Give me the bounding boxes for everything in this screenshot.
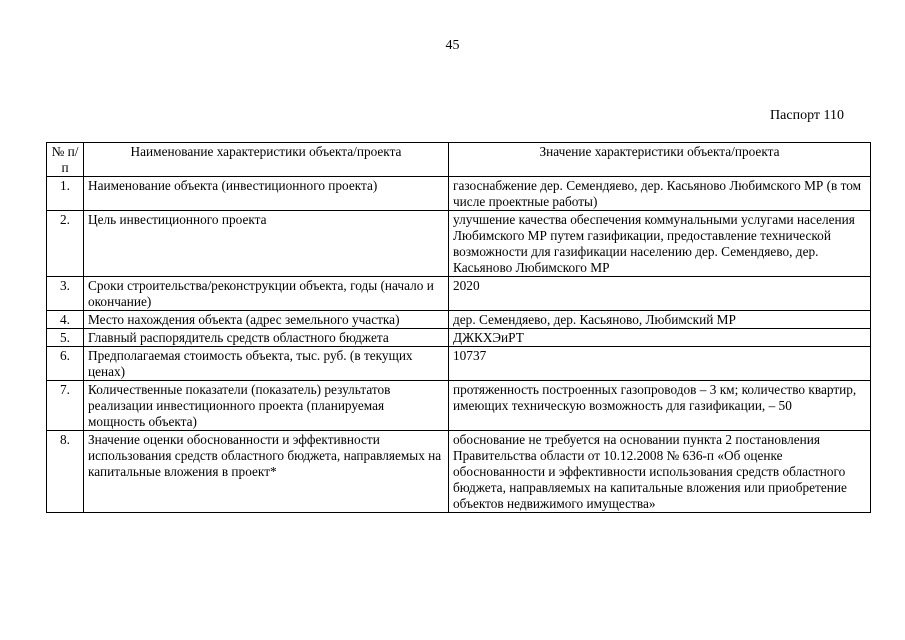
row-value: ДЖКХЭиРТ xyxy=(449,329,871,347)
row-value: газоснабжение дер. Семендяево, дер. Касьяново Любимского МР (в том числе проектные работы) xyxy=(449,177,871,211)
passport-table xyxy=(46,142,871,513)
table-row xyxy=(47,277,871,311)
row-num: 3. xyxy=(47,277,84,311)
passport-label: Паспорт 110 xyxy=(770,108,844,123)
row-name: Количественные показатели (показатель) результатов реализации инвестиционного проекта (планируемая мощность объекта) xyxy=(84,381,449,431)
row-num: 4. xyxy=(47,311,84,329)
row-name: Предполагаемая стоимость объекта, тыс. руб. (в текущих ценах) xyxy=(84,347,449,381)
page-number: 45 xyxy=(445,38,460,53)
row-value: дер. Семендяево, дер. Касьяново, Любимский МР xyxy=(449,311,871,329)
table-row xyxy=(47,311,871,329)
table-row xyxy=(47,211,871,277)
row-num: 8. xyxy=(47,431,84,513)
row-name: Наименование объекта (инвестиционного проекта) xyxy=(84,177,449,211)
row-num: 7. xyxy=(47,381,84,431)
table-header-row xyxy=(47,143,871,177)
header-value: Значение характеристики объекта/проекта xyxy=(449,143,871,177)
row-value: улучшение качества обеспечения коммунальными услугами населения Любимского МР путем газификации, предоставление технической возможности для газификации населению дер. Семендяево, дер. Касьяново Любимского МР xyxy=(449,211,871,277)
row-num: 6. xyxy=(47,347,84,381)
table-row xyxy=(47,177,871,211)
row-value: обоснование не требуется на основании пункта 2 постановления Правительства области от 10.12.2008 № 636-п «Об оценке обоснованности и эффективности использования средств областного бюджета, направляемых на капитальные вложения или приобретение объектов недвижимого имущества» xyxy=(449,431,871,513)
row-name: Главный распорядитель средств областного бюджета xyxy=(84,329,449,347)
header-num: № п/п xyxy=(47,143,84,177)
table-row xyxy=(47,431,871,513)
row-num: 2. xyxy=(47,211,84,277)
table-row xyxy=(47,329,871,347)
row-value: 10737 xyxy=(449,347,871,381)
table-row xyxy=(47,381,871,431)
row-value: 2020 xyxy=(449,277,871,311)
row-name: Место нахождения объекта (адрес земельного участка) xyxy=(84,311,449,329)
row-name: Сроки строительства/реконструкции объекта, годы (начало и окончание) xyxy=(84,277,449,311)
header-name: Наименование характеристики объекта/проекта xyxy=(84,143,449,177)
row-value: протяженность построенных газопроводов – 3 км; количество квартир, имеющих техническую возможность для газификации, – 50 xyxy=(449,381,871,431)
row-name: Значение оценки обоснованности и эффективности использования средств областного бюджета, направляемых на капитальные вложения в проект* xyxy=(84,431,449,513)
row-name: Цель инвестиционного проекта xyxy=(84,211,449,277)
table-row xyxy=(47,347,871,381)
row-num: 5. xyxy=(47,329,84,347)
row-num: 1. xyxy=(47,177,84,211)
